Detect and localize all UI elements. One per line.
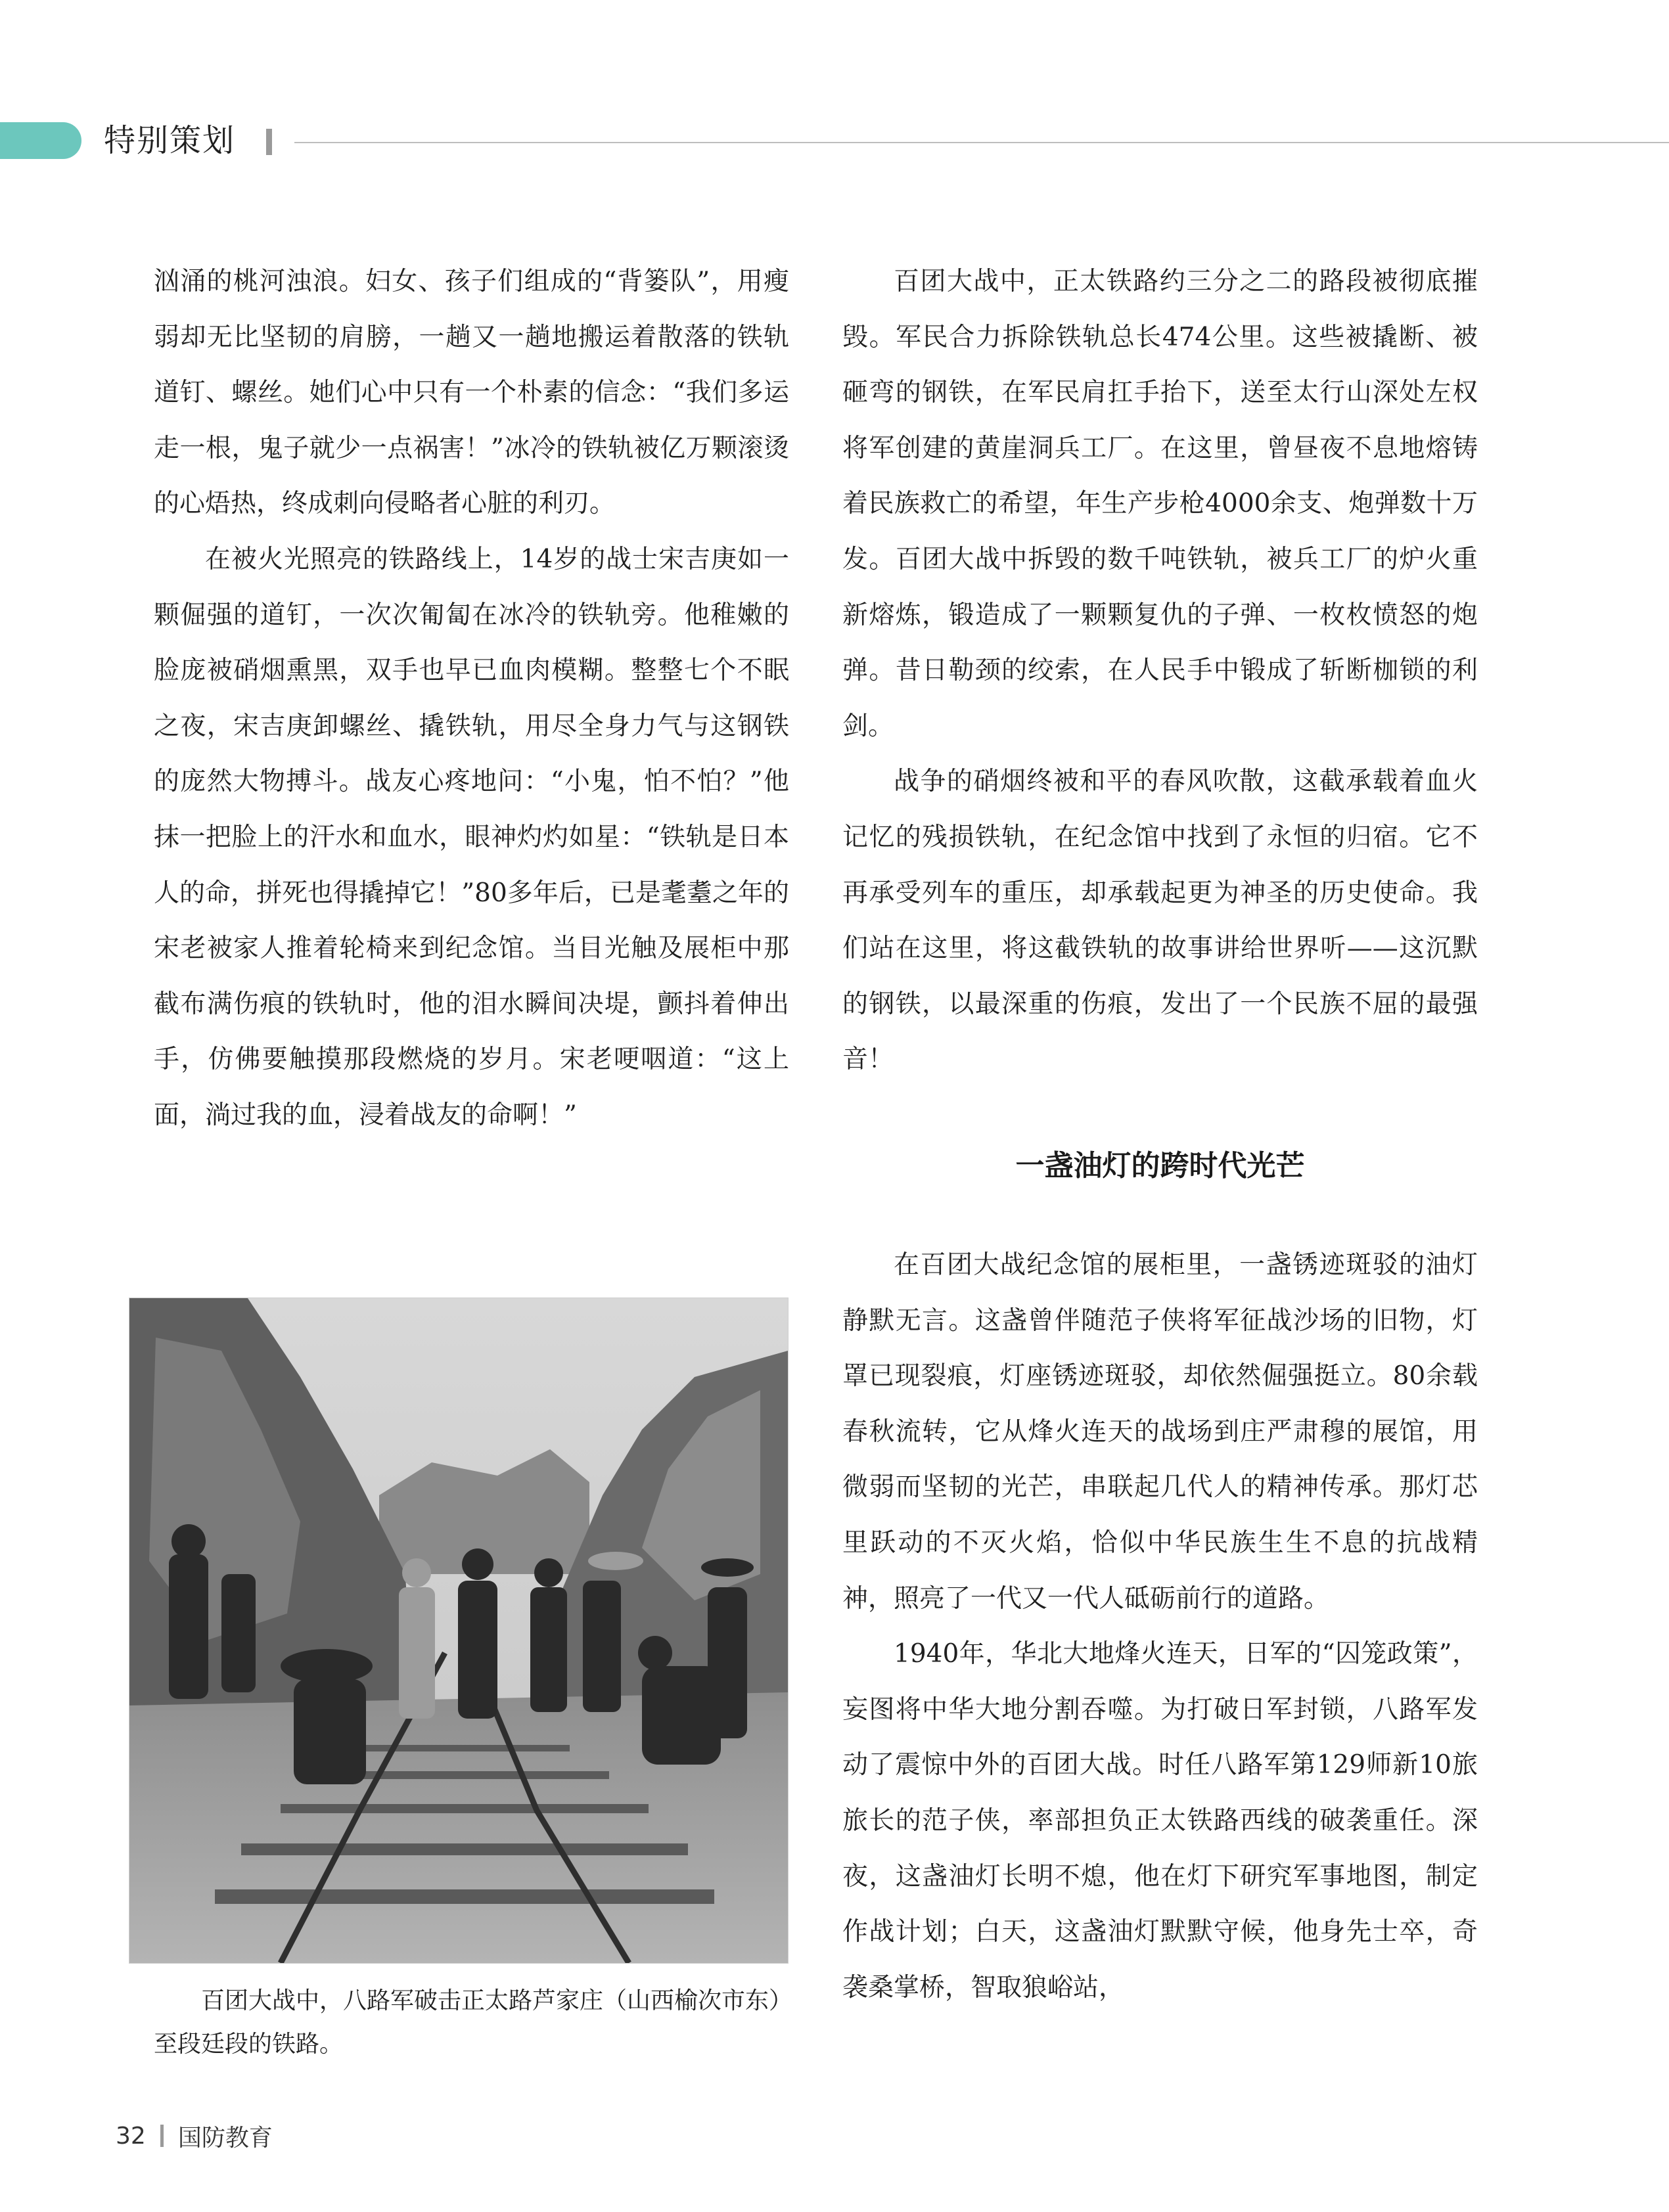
paragraph: 百团大战中，正太铁路约三分之二的路段被彻底摧毁。军民合力拆除铁轨总长474公里。这些被撬断、被砸弯的钢铁，在军民肩扛手抬下，送至太行山深处左权将军创建的黄崖洞兵工厂。在这里，曾昼夜不息地熔铸着民族救亡的希望，年生产步枪4000余支、炮弹数十万发。百团大战中拆毁的数千吨铁轨，被兵工厂的炉火重新熔炼，锻造成了一颗颗复仇的子弹、一枚枚愤怒的炮弹。昔日勒颈的绞索，在人民手中锻成了斩断枷锁的利剑。: [842, 267, 1478, 741]
section-heading: 一盏油灯的跨时代光芒: [1015, 1149, 1305, 1183]
left-column: [154, 254, 789, 1144]
section-body: [842, 1238, 1478, 2016]
paragraph: 在百团大战纪念馆的展柜里，一盏锈迹斑驳的油灯静默无言。这盏曾伴随范子侠将军征战沙场的旧物，灯罩已现裂痕，灯座锈迹斑驳，却依然倔强挺立。80余载春秋流转，它从烽火连天的战场到庄严肃穆的展馆，用微弱而坚韧的光芒，串联起几代人的精神传承。那灯芯里跃动的不灭火焰，恰似中华民族生生不息的抗战精神，照亮了一代又一代人砥砺前行的道路。: [842, 1250, 1478, 1614]
header-rule: [294, 142, 1669, 143]
photo-caption: 百团大战中，八路军破击正太路芦家庄（山西榆次市东）至段廷段的铁路。: [154, 1987, 781, 2058]
paragraph: 1940年，华北大地烽火连天，日军的“囚笼政策”，妄图将中华大地分割吞噬。为打破日军封锁，八路军发动了震惊中外的百团大战。时任八路军第129师新10旅旅长的范子侠，率部担负正太铁路西线的破袭重任。深夜，这盏油灯长明不熄，他在灯下研究军事地图，制定作战计划；白天，这盏油灯默默守候，他身先士卒，奇袭桑掌桥，智取狼峪站，: [842, 1639, 1478, 2002]
footer-separator: [160, 2125, 164, 2147]
section-title: 特别策划: [104, 122, 236, 159]
header-separator-bar: [266, 129, 272, 155]
paragraph: 战争的硝烟终被和平的春风吹散，这截承载着血火记忆的残损铁轨，在纪念馆中找到了永恒的归宿。它不再承受列车的重压，却承载起更为神圣的历史使命。我们站在这里，将这截铁轨的故事讲给世界听——这沉默的钢铁，以最深重的伤痕，发出了一个民族不屈的最强音！: [842, 767, 1478, 1075]
page-number: 32: [116, 2122, 146, 2150]
paragraph: 在被火光照亮的铁路线上，14岁的战士宋吉庚如一颗倔强的道钉，一次次匍匐在冰冷的铁轨旁。他稚嫩的脸庞被硝烟熏黑，双手也早已血肉模糊。整整七个不眠之夜，宋吉庚卸螺丝、撬铁轨，用尽全身力气与这钢铁的庞然大物搏斗。战友心疼地问：“小鬼，怕不怕？”他抹一把脸上的汗水和血水，眼神灼灼如星：“铁轨是日本人的命，拼死也得撬掉它！”80多年后，已是耄耋之年的宋老被家人推着轮椅来到纪念馆。当目光触及展柜中那截布满伤痕的铁轨时，他的泪水瞬间决堤，颤抖着伸出手，仿佛要触摸那段燃烧的岁月。宋老哽咽道：“这上面，淌过我的血，浸着战友的命啊！”: [154, 544, 789, 1130]
magazine-name: 国防教育: [177, 2124, 273, 2152]
paragraph: 汹涌的桃河浊浪。妇女、孩子们组成的“背篓队”，用瘦弱却无比坚韧的肩膀，一趟又一趟地搬运着散落的铁轨道钉、螺丝。她们心中只有一个朴素的信念：“我们多运走一根，鬼子就少一点祸害！”冰冷的铁轨被亿万颗滚烫的心焐热，终成刺向侵略者心脏的利刃。: [154, 267, 789, 519]
railway-photo-illustration: [129, 1298, 788, 1963]
header-accent-tab: [0, 122, 81, 159]
page-footer: [116, 2119, 273, 2152]
historic-photo: [129, 1298, 789, 1964]
right-column: [842, 254, 1478, 1088]
